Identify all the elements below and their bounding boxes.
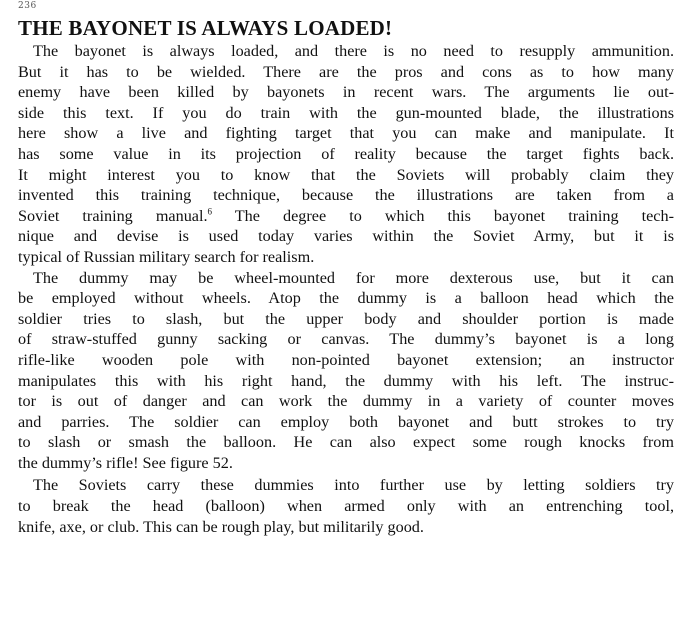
footnote-reference[interactable]: 6 (207, 206, 213, 217)
text-line: The bayonet is always loaded, and there is no need to resupply ammunition. (33, 42, 674, 60)
text-line: and parries. The soldier can employ both bayonet and butt strokes to try (18, 412, 674, 431)
text-line: soldier tries to slash, but the upper body and shoulder portion is made (18, 309, 674, 328)
text-line: nique and devise is used today varies within the Soviet Army, but it is (18, 227, 674, 246)
text-line: invented this training technique, because the illustrations are taken from a (18, 186, 674, 205)
text-line: enemy have been killed by bayonets in recent wars. The arguments lie out- (18, 83, 674, 102)
text-segment: Soviet training manual. (18, 206, 208, 225)
text-line: typical of Russian military search for realism. (18, 247, 315, 266)
text-line-with-footnote (18, 206, 674, 227)
text-segment: The degree to which this bayonet training tech- (212, 206, 674, 225)
text-line: It might interest you to know that the Soviets will probably claim they (18, 165, 674, 184)
text-line: to break the head (balloon) when armed only with an entrenching tool, (18, 497, 674, 516)
body-text (18, 41, 674, 537)
text-line: has some value in its projection of reality because the target fights back. (18, 144, 674, 163)
text-line: The Soviets carry these dummies into further use by letting soldiers try (33, 476, 674, 495)
text-line: the dummy’s rifle! See figure 52. (18, 453, 233, 472)
text-line: rifle-like wooden pole with non-pointed bayonet extension; an instructor (18, 350, 674, 369)
text-line: to slash or smash the balloon. He can also expect some rough knocks from (18, 433, 674, 452)
text-line: side this text. If you do train with the gun-mounted blade, the illustrations (18, 103, 674, 122)
paragraph-1 (18, 41, 674, 268)
paragraph-3 (18, 475, 674, 537)
paragraph-2 (18, 268, 674, 474)
section-heading: THE BAYONET IS ALWAYS LOADED! (18, 16, 393, 40)
text-line: The dummy may be wheel-mounted for more dexterous use, but it can (33, 268, 674, 287)
page-number: 236 (18, 1, 37, 11)
text-line: But it has to be wielded. There are the pros and cons as to how many (18, 62, 674, 81)
text-line: knife, axe, or club. This can be rough play, but militarily good. (18, 517, 424, 536)
text-line: of straw-stuffed gunny sacking or canvas. The dummy’s bayonet is a long (18, 330, 674, 349)
text-line: manipulates this with his right hand, the dummy with his left. The instruc- (18, 371, 674, 390)
text-line: tor is out of danger and can work the dummy in a variety of counter moves (18, 392, 674, 411)
text-line: here show a live and fighting target that you can make and manipulate. It (18, 124, 674, 143)
text-line: be employed without wheels. Atop the dummy is a balloon head which the (18, 289, 674, 308)
